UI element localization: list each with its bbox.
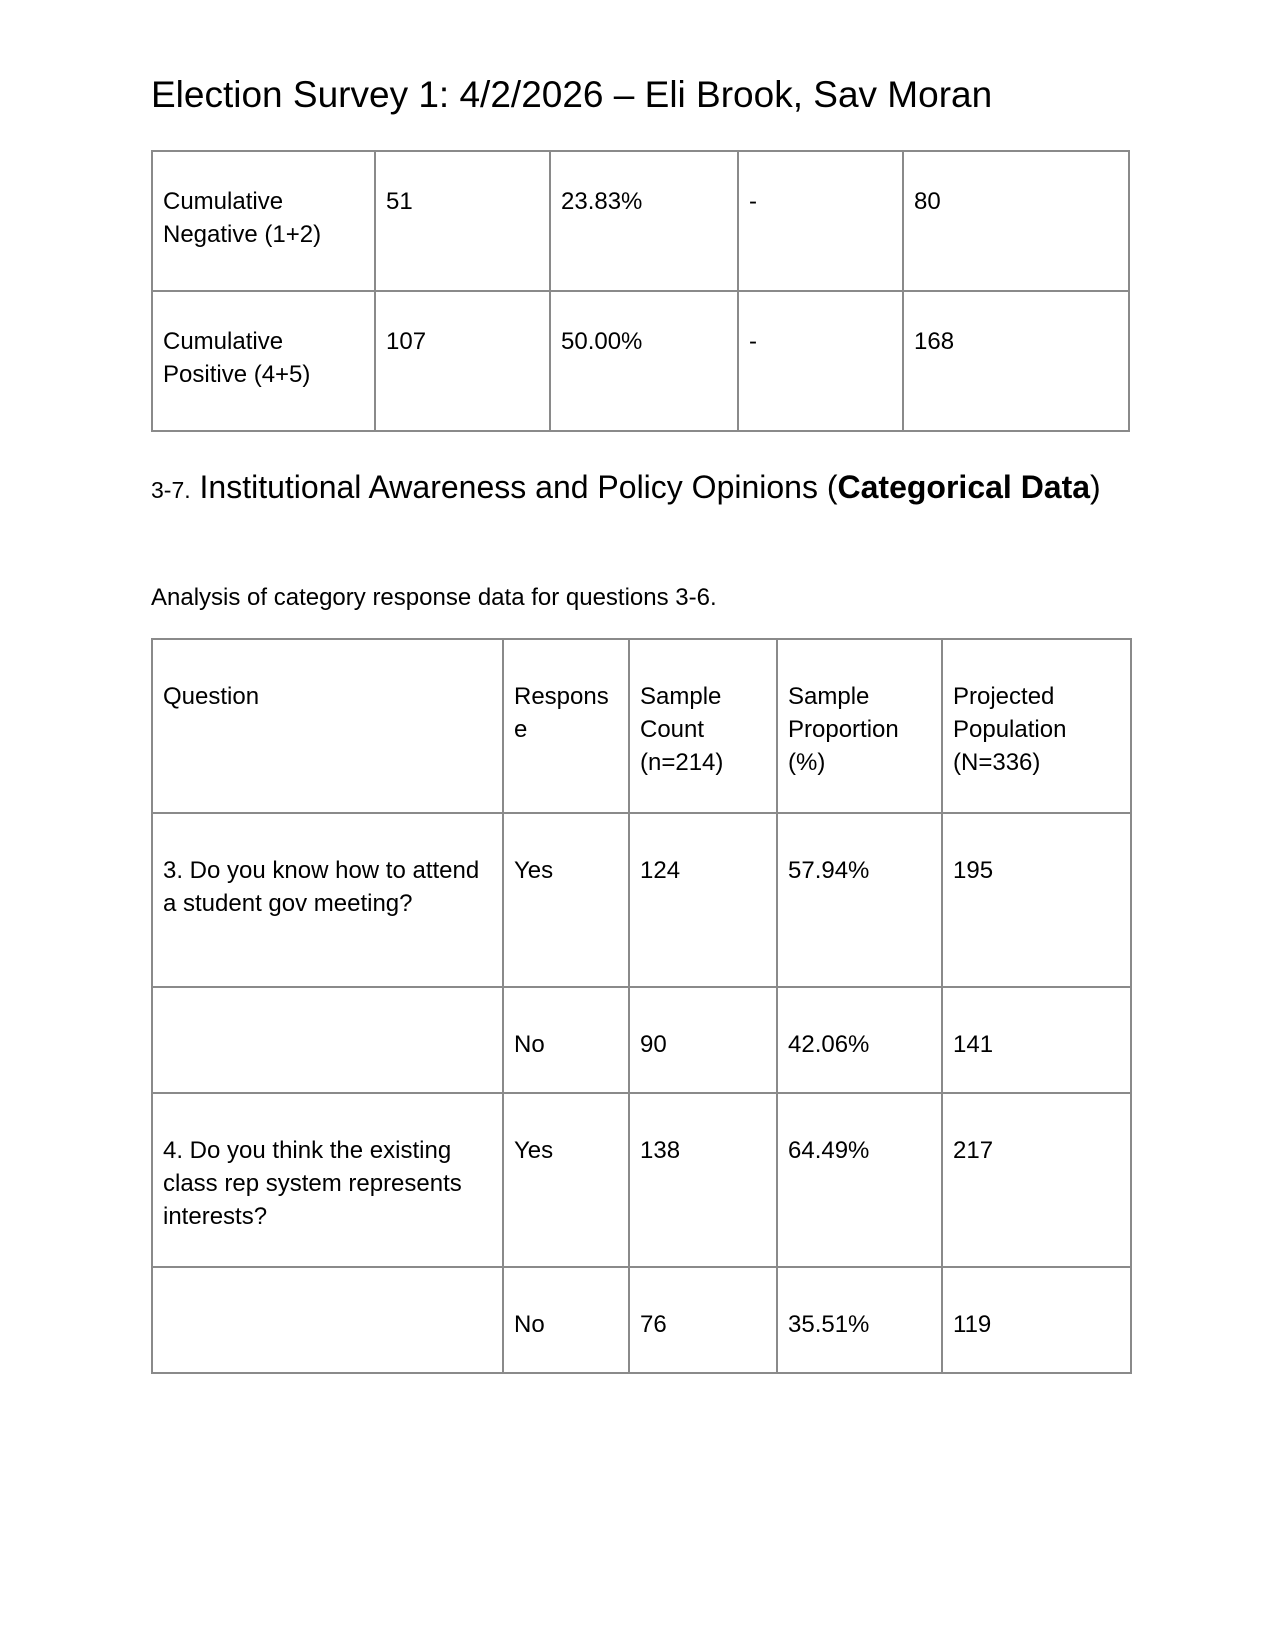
categorical-table [151,638,1132,1374]
projected-cell: 80 [903,151,1129,291]
table-header-row [152,639,1131,813]
row-label-cell: Cumulative Positive (4+5) [152,291,375,431]
proportion-cell: 50.00% [550,291,738,431]
header-projected-population: Projected Population (N=336) [942,639,1131,813]
section-heading-bold: Categorical Data [837,469,1091,505]
proportion-cell: 42.06% [777,987,942,1093]
count-cell: 76 [629,1267,777,1373]
summary-table [151,150,1130,432]
section-heading [151,465,1111,513]
projected-cell: 195 [942,813,1131,987]
response-cell: Yes [503,813,629,987]
question-cell [152,1267,503,1373]
question-cell: 4. Do you think the existing class rep system represents interests? [152,1093,503,1267]
proportion-cell: 23.83% [550,151,738,291]
count-cell: 51 [375,151,550,291]
table-row [152,1093,1131,1267]
proportion-cell: 57.94% [777,813,942,987]
table-row [152,1267,1131,1373]
section-number: 3-7. [151,477,191,503]
placeholder-cell: - [738,151,903,291]
header-question: Question [152,639,503,813]
proportion-cell: 64.49% [777,1093,942,1267]
header-sample-count: Sample Count (n=214) [629,639,777,813]
table-row [152,291,1129,431]
projected-cell: 168 [903,291,1129,431]
count-cell: 90 [629,987,777,1093]
section-heading-text: Institutional Awareness and Policy Opinions ( [199,469,838,505]
header-response: Respons e [503,639,629,813]
response-cell: Yes [503,1093,629,1267]
response-cell: No [503,987,629,1093]
question-cell [152,987,503,1093]
count-cell: 124 [629,813,777,987]
count-cell: 107 [375,291,550,431]
section-heading-suffix: ) [1090,469,1101,505]
projected-cell: 217 [942,1093,1131,1267]
proportion-cell: 35.51% [777,1267,942,1373]
projected-cell: 141 [942,987,1131,1093]
table-row [152,813,1131,987]
projected-cell: 119 [942,1267,1131,1373]
header-sample-proportion: Sample Proportion (%) [777,639,942,813]
document-title: Election Survey 1: 4/2/2026 – Eli Brook, Sav Moran [151,74,993,115]
table-row [152,151,1129,291]
row-label-cell: Cumulative Negative (1+2) [152,151,375,291]
placeholder-cell: - [738,291,903,431]
table-row [152,987,1131,1093]
response-cell: No [503,1267,629,1373]
question-cell: 3. Do you know how to attend a student gov meeting? [152,813,503,987]
count-cell: 138 [629,1093,777,1267]
section-intro: Analysis of category response data for questions 3-6. [151,584,717,611]
